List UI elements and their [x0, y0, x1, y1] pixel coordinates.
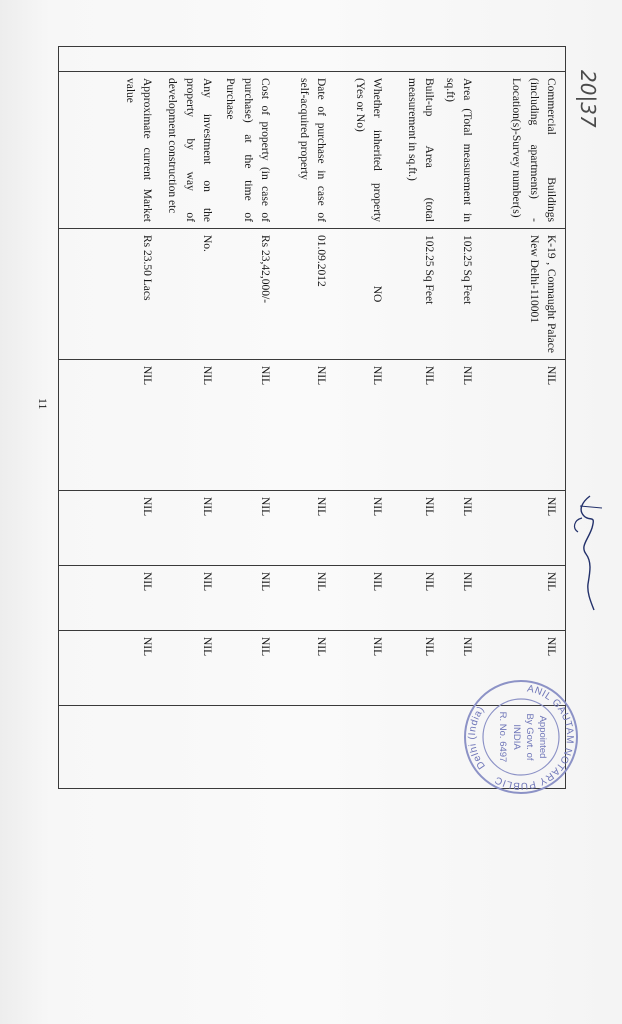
svg-text:Appointed: Appointed — [537, 715, 548, 759]
row-value: NIL — [461, 497, 473, 517]
row-value: NIL — [201, 366, 213, 386]
row-description: Commercial Buildings (including apartments) -Location(s)-Survey number(s) — [510, 78, 557, 222]
row-description: Area (Total measurement in sq.ft) — [443, 78, 473, 222]
row-description: Built-up Area (total measurement in sq.ft.) — [405, 78, 435, 222]
row-description: Cost of property (in case of purchase) at the time of Purchase — [224, 78, 271, 222]
margin-handwritten-number: 20|37 — [576, 70, 600, 128]
row-value: NIL — [371, 366, 383, 386]
svg-text:ANIL GAUTAM NOTARY PUBLIC: ANIL GAUTAM NOTARY PUBLIC — [492, 683, 576, 792]
row-detail: NO — [371, 285, 383, 303]
row-value: NIL — [423, 497, 435, 517]
row-value: NIL — [545, 637, 557, 657]
rotated-page — [36, 46, 566, 758]
detail-column — [59, 229, 566, 360]
row-value: NIL — [259, 497, 271, 517]
row-value: NIL — [371, 572, 383, 592]
row-description: Date of purchase in case of self-acquired property — [297, 78, 327, 222]
description-column — [59, 72, 566, 229]
row-value: NIL — [315, 497, 327, 517]
row-value: NIL — [461, 366, 473, 386]
row-detail: 102.25 Sq Feet — [461, 235, 473, 305]
row-value: NIL — [423, 572, 435, 592]
row-value: NIL — [201, 497, 213, 517]
row-value: NIL — [461, 637, 473, 657]
row-value: NIL — [315, 637, 327, 657]
row-detail: 102.25 Sq Feet — [423, 235, 435, 305]
row-detail: Rs 23,42,000/- — [259, 235, 271, 304]
row-description: Any investment on the property by way of development construction etc — [166, 78, 213, 222]
value-column-1 — [59, 360, 566, 491]
svg-text:Delhi (India): Delhi (India) — [466, 704, 488, 771]
row-detail: 01.09.2012 — [315, 235, 327, 287]
blank-column — [59, 47, 566, 72]
row-value: NIL — [141, 366, 153, 386]
row-value: NIL — [141, 572, 153, 592]
row-value: NIL — [545, 497, 557, 517]
row-value: NIL — [545, 572, 557, 592]
handwritten-signature — [560, 488, 616, 618]
row-value: NIL — [201, 572, 213, 592]
svg-text:By Govt. of: By Govt. of — [524, 713, 535, 761]
row-detail: K-19 , Connaught Palace New Delhi-110001 — [527, 235, 557, 353]
row-value: NIL — [371, 497, 383, 517]
row-detail: Rs 23.50 Lacs — [141, 235, 153, 301]
row-value: NIL — [141, 637, 153, 657]
row-value: NIL — [371, 637, 383, 657]
row-value: NIL — [315, 366, 327, 386]
row-value: NIL — [423, 366, 435, 386]
row-value: NIL — [461, 572, 473, 592]
value-column-3 — [59, 566, 566, 631]
row-value: NIL — [259, 637, 271, 657]
page-number: 11 — [36, 398, 50, 410]
notary-stamp — [462, 678, 580, 796]
value-column-2 — [59, 491, 566, 566]
row-detail: No. — [201, 235, 213, 252]
row-value: NIL — [545, 366, 557, 386]
row-value: NIL — [259, 572, 271, 592]
row-description: Whether inherited property (Yes or No) — [353, 78, 383, 222]
svg-text:R. No. 6497: R. No. 6497 — [497, 711, 508, 763]
row-value: NIL — [141, 497, 153, 517]
row-value: NIL — [315, 572, 327, 592]
row-value: NIL — [423, 637, 435, 657]
row-description: Approximate current Market value — [123, 78, 153, 222]
row-value: NIL — [259, 366, 271, 386]
svg-text:INDIA: INDIA — [511, 724, 522, 750]
row-value: NIL — [201, 637, 213, 657]
